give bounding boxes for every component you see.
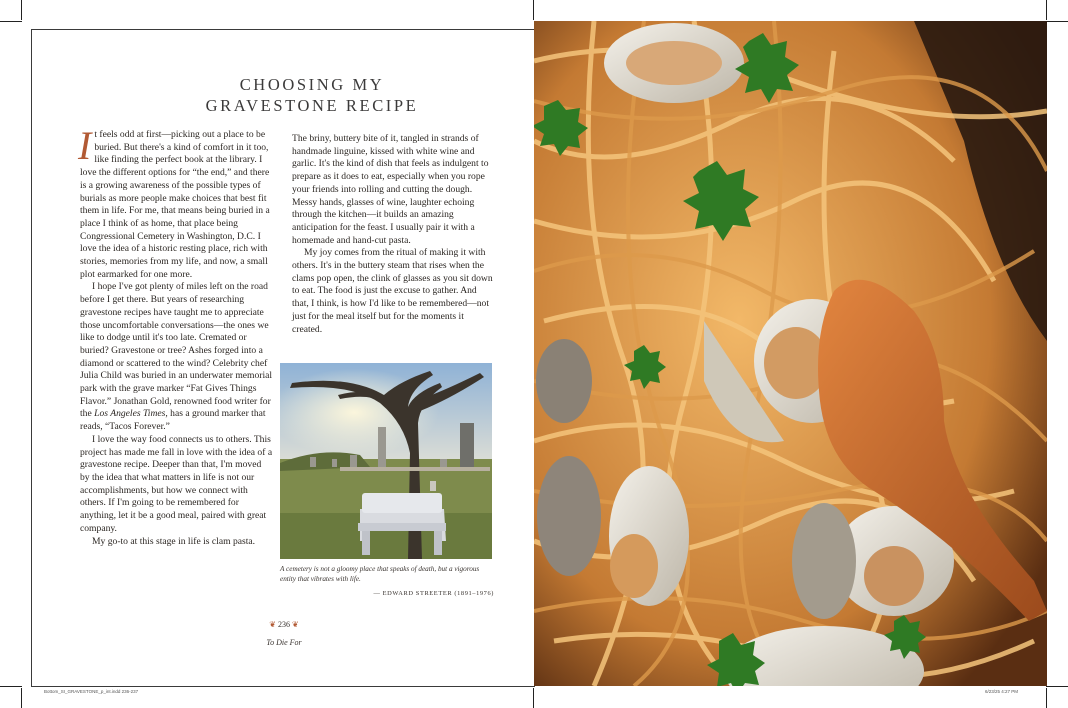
paragraph: The briny, buttery bite of it, tangled in strands of handmade linguine, kissed with white wine and garlic. It's the kind of dish that feels as indulgent to prepare as it does to eat, especially when you rope your friends into rolling and cutting the dough. Messy hands, glasses of wine, laughter echoing through the kitchen—it builds an amazing anticipation for the feast. I usually pair it with a homemade and hand-cut pasta. [292,133,489,246]
title-line-1: CHOOSING MY [239,75,385,94]
crop-mark [533,0,534,20]
crop-mark [1046,21,1068,22]
laurel-right-icon: ❦ [292,620,299,629]
title-line-2: GRAVESTONE RECIPE [205,96,419,115]
paragraph: It feels odd at first—picking out a place to be buried. But there's a kind of comfort in it too, like finding the perfect book at the library. I love the different options for “the end,” and there is a growing awareness of the possible types of burials as more people make choices that best fit them in life. For me, that means being buried in a place I think of as home, that place being Congressional Cemetery in Washington, D.C. I love the idea of a historic resting place, rich with stories, memories from my life, and now, a small plot earmarked for one more. [78,123,270,280]
running-title: To Die For [266,638,302,647]
laurel-left-icon: ❦ [269,620,276,629]
clam-pasta-photo [534,21,1047,686]
newspaper-title: Los Angeles Times [94,408,166,420]
caption-attribution: — EDWARD STREETER (1891–1976) [373,590,494,597]
crop-mark [533,688,534,708]
cemetery-illustration [280,363,492,559]
left-page [31,29,535,687]
crop-mark [1046,0,1047,20]
crop-mark [0,686,22,687]
print-slug-right: 6/23/25 4:27 PM [985,689,1019,694]
crop-mark [21,0,22,20]
clam-pasta-illustration [534,21,1047,686]
drop-cap: I [78,123,92,168]
photo-caption: A cemetery is not a gloomy place that speaks of death, but a vigorous entity that vibrates with life. [280,565,480,583]
crop-mark [1046,686,1068,687]
paragraph: I love the way food connects us to others. This project has made me fall in love with the idea of a gravestone recipe. Deeper than that, I'm moved by the idea that what matters in life is not our accomplishments, but how we connect with others. If I'm going to be remembered for anything, let it be a good meal, paired with great company. [80,433,273,534]
crop-mark [0,21,22,22]
print-slug-left: Bottom_SI_GRAVESTONE_p_int.indd 236-237 [44,689,139,694]
crop-mark [21,688,22,708]
crop-mark [1046,688,1047,708]
text-column-right [292,133,495,336]
page-number: ❦ 236 ❦ [269,620,299,629]
page-title [152,74,472,116]
paragraph: My go-to at this stage in life is clam pasta. [92,535,256,547]
text-column-left [78,123,273,548]
paragraph: I hope I've got plenty of miles left on the road before I get there. But years of researching gravestone recipes have taught me to appreciate those uncomfortable conversations—the ones we like to dodge until it's too late. Cremated or buried? Gravestone or tree? Ashes forged into a diamond or scattered to the wind? Celebrity chef Julia Child was buried in an underwater memorial park with the grave marker “Fat Gives Things Flavor.” Jonathan Gold, renowned food writer for the Los Angeles Times, has a ground marker that reads, “Tacos Forever.” [80,281,273,433]
paragraph: My joy comes from the ritual of making it with others. It's in the buttery steam that rises when the clams pop open, the clink of glasses as you sit down to eat. The food is just the excuse to gather. And that, I think, is how I'd like to be remembered—not just for the meal itself but for the moments it created. [292,247,493,335]
cemetery-photo [280,363,492,559]
